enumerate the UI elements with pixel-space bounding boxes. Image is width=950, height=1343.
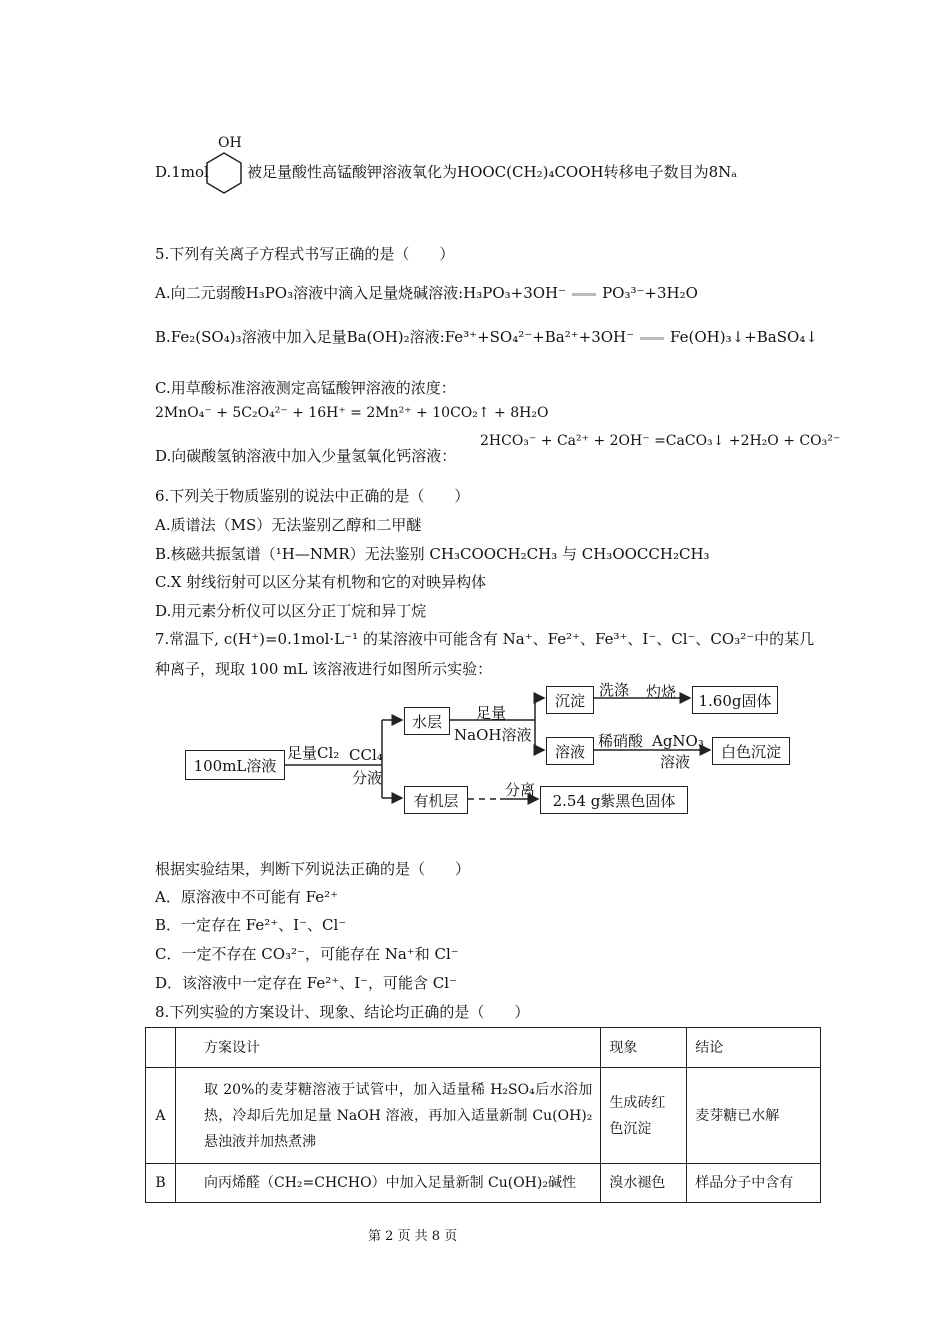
flow-agno3-solution-label: 溶液 (660, 753, 691, 771)
q7-option-b: B．一定存在 Fe²⁺、I⁻、Cl⁻ (155, 916, 347, 934)
experiment-table (145, 1027, 821, 1203)
q7-stem-line1: 7.常温下, c(H⁺)=0.1mol·L⁻¹ 的某溶液中可能含有 Na⁺、Fe²⁺、Fe³⁺、I⁻、Cl⁻、CO₃²⁻中的某几 (155, 630, 815, 648)
flow-white-precipitate-box: 白色沉淀 (712, 737, 790, 765)
q6-option-d: D.用元素分析仪可以区分正丁烷和异丁烷 (155, 602, 427, 620)
flow-fenye: 分液 (352, 769, 383, 787)
q5-option-c: C.用草酸标准溶液测定高锰酸钾溶液的浓度： (155, 379, 456, 397)
flow-burn-label: 灼烧 (646, 683, 677, 701)
table-row (146, 1164, 821, 1203)
row-design: 取 20%的麦芽糖溶液于试管中，加入适量稀 H₂SO₄后水浴加热，冷却后先加足量 NaOH 溶液，再加入适量新制 Cu(OH)₂悬浊液并加热煮沸 (175, 1068, 600, 1164)
q6-stem: 6.下列关于物质鉴别的说法中正确的是（ ） (155, 487, 470, 505)
q8-stem: 8.下列实验的方案设计、现象、结论均正确的是（ ） (155, 1003, 530, 1021)
table-header-cell: 现象 (601, 1028, 687, 1068)
row-conclusion: 麦芽糖已水解 (687, 1068, 821, 1164)
flow-naoh-label-2: NaOH溶液 (454, 726, 532, 744)
q6-option-a: A.质谱法（MS）无法鉴别乙醇和二甲醚 (155, 516, 422, 534)
q5-option-a-right: PO₃³⁻+3H₂O (602, 284, 698, 302)
flow-separate-label: 分离 (505, 781, 536, 799)
q7-stem-line2: 种离子，现取 100 mL 该溶液进行如图所示实验： (155, 660, 493, 678)
q4-option-d-label: D.1mol (155, 163, 209, 181)
table-header-cell: 方案设计 (175, 1028, 600, 1068)
row-design: 向丙烯醛（CH₂=CHCHO）中加入足量新制 Cu(OH)₂碱性 (175, 1164, 600, 1203)
table-row (146, 1068, 821, 1164)
q7-option-d: D．该溶液中一定存在 Fe²⁺、I⁻，可能含 Cl⁻ (155, 974, 457, 992)
oh-label: OH (218, 135, 242, 151)
flow-agno3-label: AgNO₃ (652, 732, 704, 750)
q6-option-c: C.X 射线衍射可以区分某有机物和它的对映异构体 (155, 573, 487, 591)
table-header-row (146, 1028, 821, 1068)
flow-precipitate-box: 沉淀 (546, 686, 594, 714)
row-phenomenon: 生成砖红色沉淀 (601, 1068, 687, 1164)
flow-solid1-box: 1.60g固体 (692, 686, 778, 714)
q4-option-d-text: 被足量酸性高锰酸钾溶液氧化为HOOC(CH₂)₄COOH转移电子数目为8Nₐ (247, 163, 738, 181)
table-header-cell: 结论 (687, 1028, 821, 1068)
q5-option-d: D.向碳酸氢钠溶液中加入少量氢氧化钙溶液： (155, 447, 457, 465)
flow-naoh-label-1: 足量 (476, 704, 507, 722)
flow-hno3-label: 稀硝酸 (598, 732, 644, 750)
row-label: B (146, 1164, 176, 1203)
q5-option-a-text: A.向二元弱酸H₃PO₃溶液中滴入足量烧碱溶液:H₃PO₃+3OH⁻ (155, 284, 567, 302)
q5-option-d-equation: 2HCO₃⁻ + Ca²⁺ + 2OH⁻ =CaCO₃↓ +2H₂O + CO₃²⁻ (480, 433, 841, 449)
q5-option-b-right: Fe(OH)₃↓+BaSO₄↓ (670, 328, 818, 346)
row-label: A (146, 1068, 176, 1164)
q5-option-b-text: B.Fe₂(SO₄)₃溶液中加入足量Ba(OH)₂溶液:Fe³⁺+SO₄²⁻+Ba²⁺+3OH⁻ (155, 328, 635, 346)
q5-stem: 5.下列有关离子方程式书写正确的是（ ） (155, 245, 455, 263)
row-phenomenon: 溴水褪色 (601, 1164, 687, 1203)
flow-reagent-cl2: 足量Cl₂ (287, 744, 340, 762)
flow-start-box: 100mL溶液 (185, 750, 285, 780)
q5-option-c-equation: 2MnO₄⁻ + 5C₂O₄²⁻ + 16H⁺ = 2Mn²⁺ + 10CO₂↑ + 8H₂O (155, 405, 549, 421)
q7-option-a: A．原溶液中不可能有 Fe²⁺ (155, 888, 338, 906)
q7-judge: 根据实验结果，判断下列说法正确的是（ ） (155, 860, 471, 878)
q6-option-b: B.核磁共振氢谱（¹H—NMR）无法鉴别 CH₃COOCH₂CH₃ 与 CH₃OOCCH₂CH₃ (155, 545, 710, 563)
table-header-cell (146, 1028, 176, 1068)
flow-water-layer-box: 水层 (404, 707, 450, 735)
flow-organic-layer-box: 有机层 (404, 786, 468, 814)
flow-wash-label: 洗涤 (599, 681, 630, 699)
flow-ccl4: CCl₄ (349, 746, 383, 764)
flow-solid2-box: 2.54 g紫黑色固体 (540, 786, 688, 814)
q7-option-c: C．一定不存在 CO₃²⁻，可能存在 Na⁺和 Cl⁻ (155, 945, 459, 963)
row-conclusion: 样品分子中含有 (687, 1164, 821, 1203)
flow-solution-box: 溶液 (546, 737, 594, 765)
page-footer: 第 2 页 共 8 页 (368, 1229, 458, 1244)
